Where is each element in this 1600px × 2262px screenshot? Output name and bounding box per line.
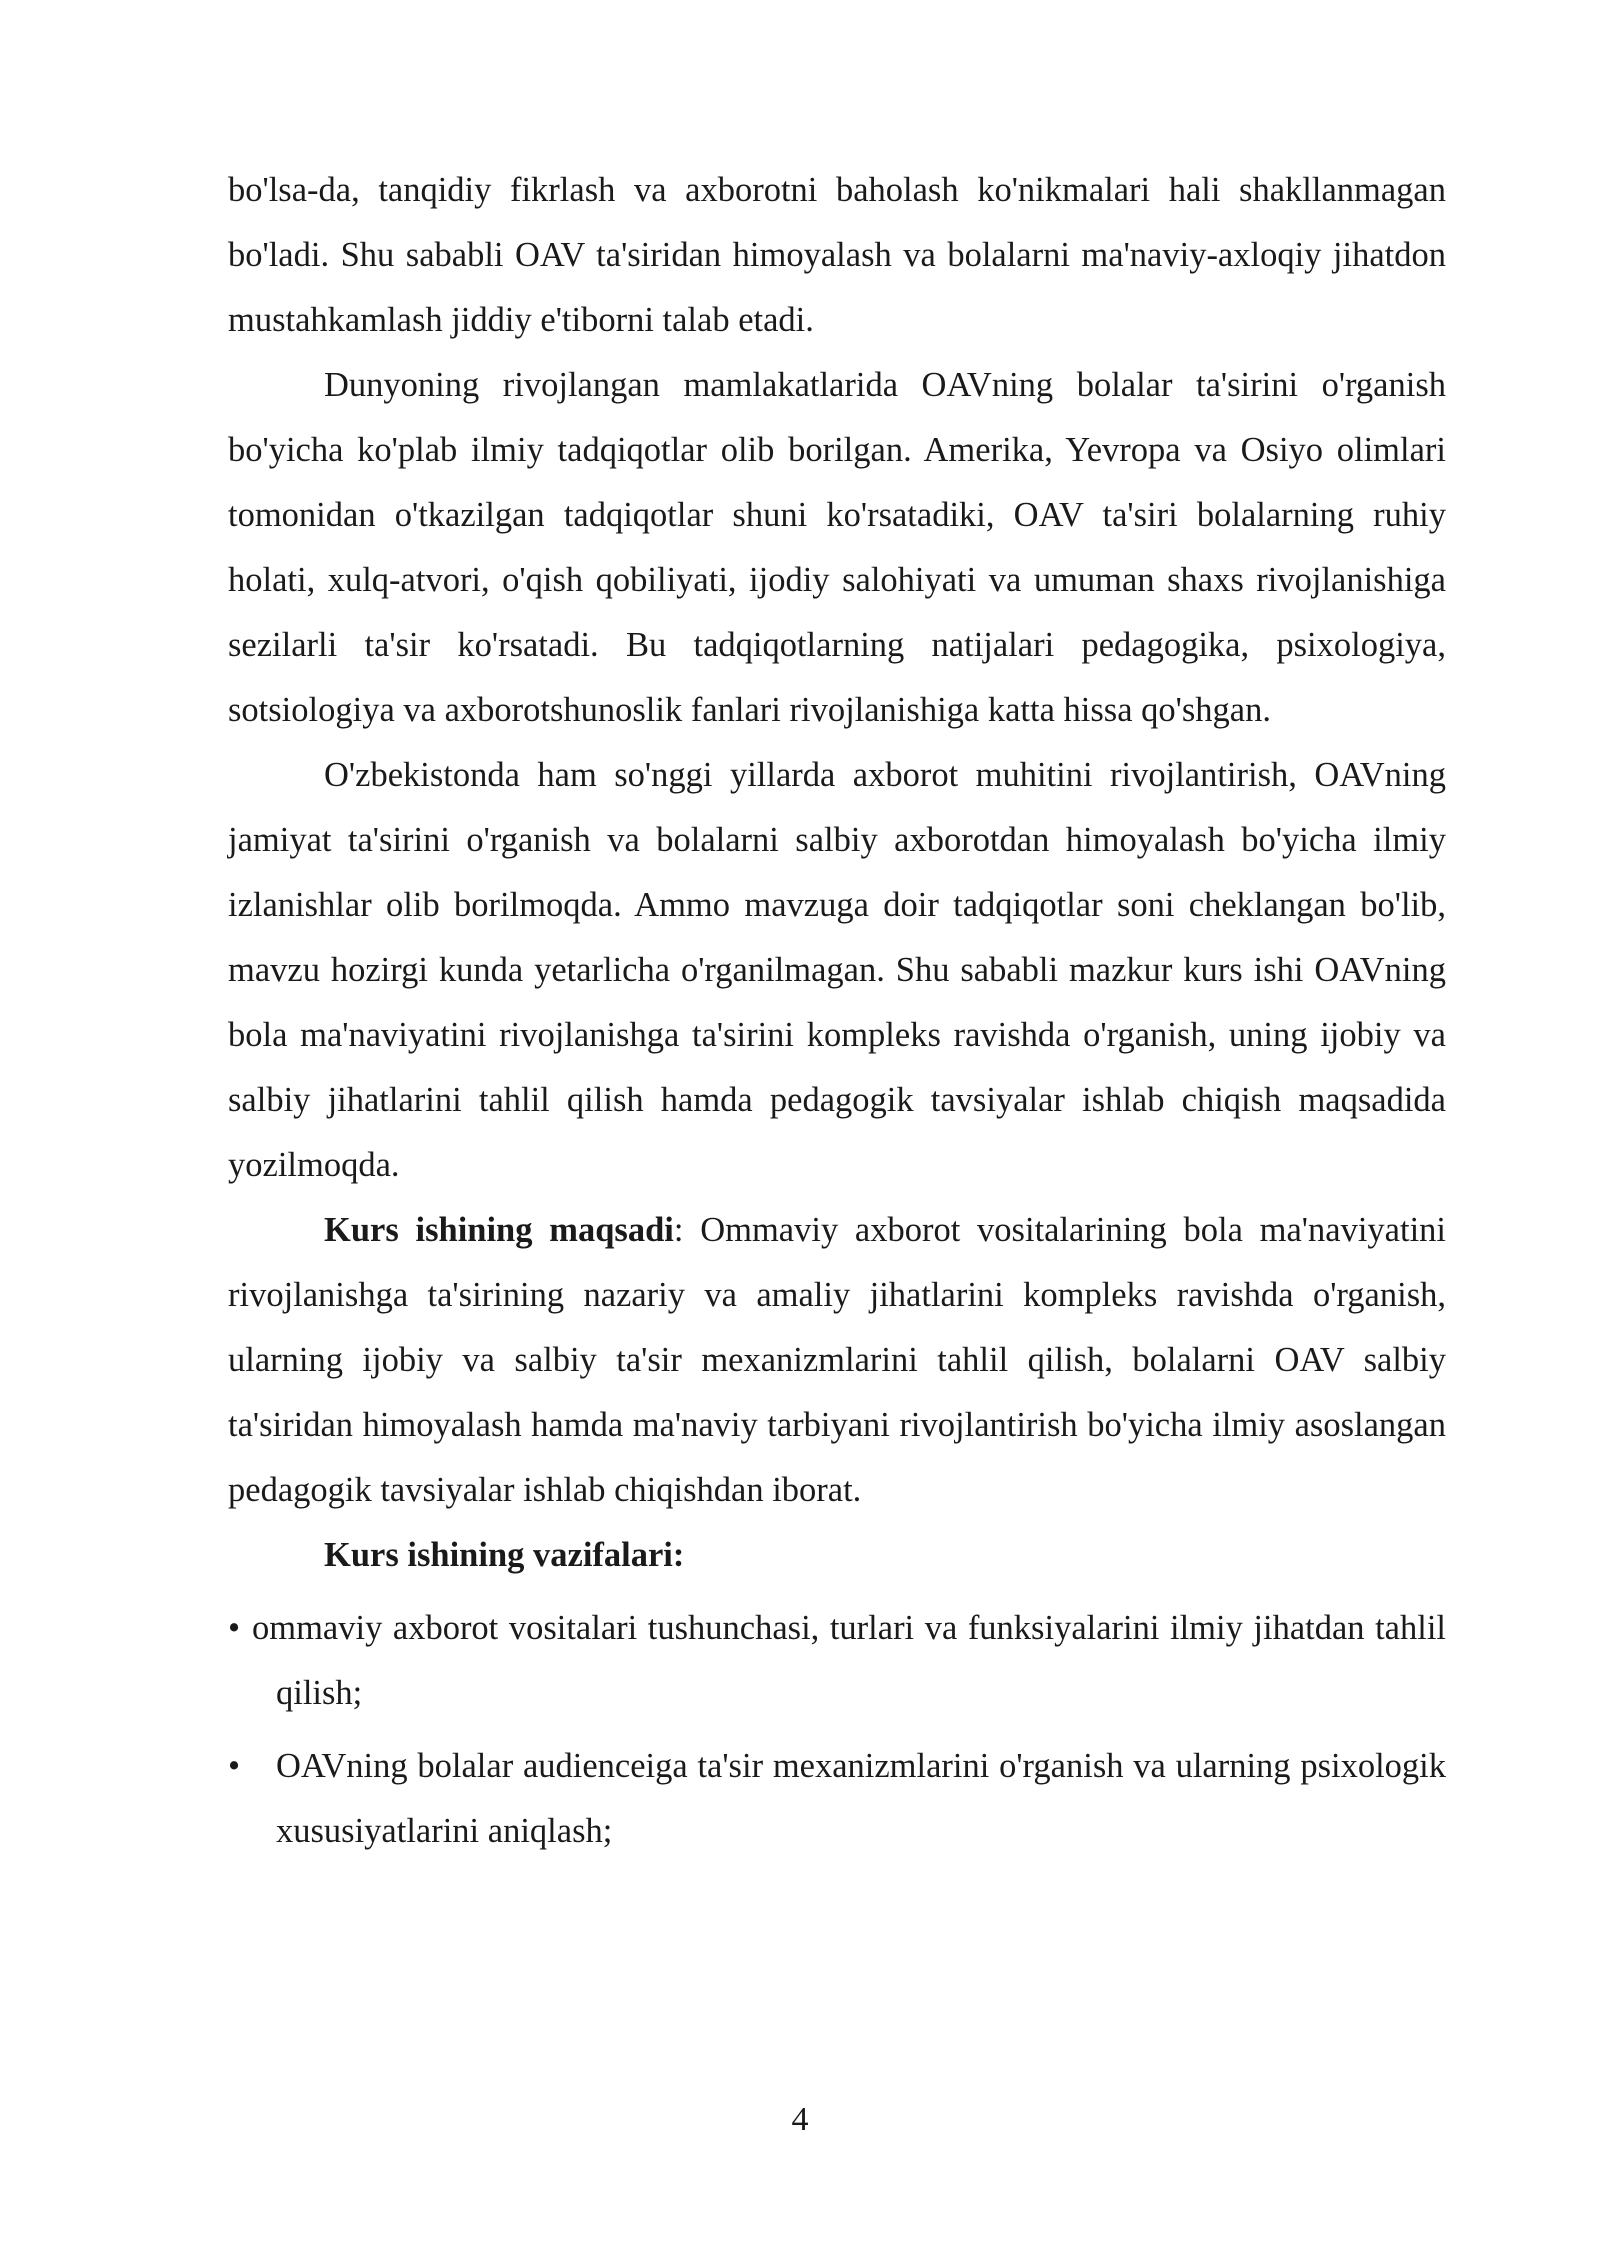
paragraph-research-uzbekistan: O'zbekistonda ham so'nggi yillarda axborot muhitini rivojlantirish, OAVning jamiyat ta'sirini o'rganish va bolalarni salbiy axborotdan himoyalash bo'yicha ilmiy izlanishlar olib borilmoqda. Ammo mavzuga doir tadqiqotlar soni cheklangan bo'lib, mavzu hozirgi kunda yetarlicha o'rganilmagan. Shu sababli mazkur kurs ishi OAVning bola ma'naviyatini rivojlanishga ta'sirini kompleks ravishda o'rganish, uning ijobiy va salbiy jihatlarini tahlil qilish hamda pedagogik tavsiyalar ishlab chiqish maqsadida yozilmoqda.	[228, 756, 1446, 1184]
tasks-list	[228, 1596, 1446, 1864]
page-number: 4	[791, 2101, 809, 2138]
goal-separator: :	[673, 1211, 684, 1249]
bullet-icon: •	[228, 1747, 241, 1785]
paragraph-goal	[228, 1198, 1446, 1523]
goal-text: Ommaviy axborot vositalarining bola ma'naviyatini rivojlanishga ta'sirining nazariy va amaliy jihatlarini kompleks ravishda o'rganish, ularning ijobiy va salbiy ta'sir mexanizmlarini tahlil qilish, bolalarni OAV salbiy ta'siridan himoyalash hamda ma'naviy tarbiyani rivojlantirish bo'yicha ilmiy asoslangan pedagogik tavsiyalar ishlab chiqishdan iborat.	[228, 1211, 1446, 1509]
goal-label: Kurs ishining maqsadi	[324, 1211, 674, 1249]
list-item	[228, 1596, 1446, 1726]
task-text: ommaviy axborot vositalari tushunchasi, turlari va funksiyalarini ilmiy jihatdan tahlil qilish;	[252, 1609, 1446, 1712]
tasks-heading: Kurs ishining vazifalari:	[324, 1536, 685, 1574]
document-page	[228, 158, 1446, 1872]
task-text: OAVning bolalar audienceiga ta'sir mexanizmlarini o'rganish va ularning psixologik xususiyatlarini aniqlash;	[276, 1747, 1446, 1850]
bullet-icon: •	[228, 1609, 241, 1647]
paragraph-continuation: bo'lsa-da, tanqidiy fikrlash va axborotni baholash ko'nikmalari hali shakllanmagan bo'ladi. Shu sababli OAV ta'siridan himoyalash va bolalarni ma'naviy-axloqiy jihatdon mustahkamlash jiddiy e'tiborni talab etadi.	[228, 171, 1446, 339]
list-item	[228, 1734, 1446, 1864]
paragraph-research-abroad: Dunyoning rivojlangan mamlakatlarida OAVning bolalar ta'sirini o'rganish bo'yicha ko'plab ilmiy tadqiqotlar olib borilgan. Amerika, Yevropa va Osiyo olimlari tomonidan o'tkazilgan tadqiqotlar shuni ko'rsatadiki, OAV ta'siri bolalarning ruhiy holati, xulq-atvori, o'qish qobiliyati, ijodiy salohiyati va umuman shaxs rivojlanishiga sezilarli ta'sir ko'rsatadi. Bu tadqiqotlarning natijalari pedagogika, psixologiya, sotsiologiya va axborotshunoslik fanlari rivojlanishiga katta hissa qo'shgan.	[228, 366, 1446, 729]
